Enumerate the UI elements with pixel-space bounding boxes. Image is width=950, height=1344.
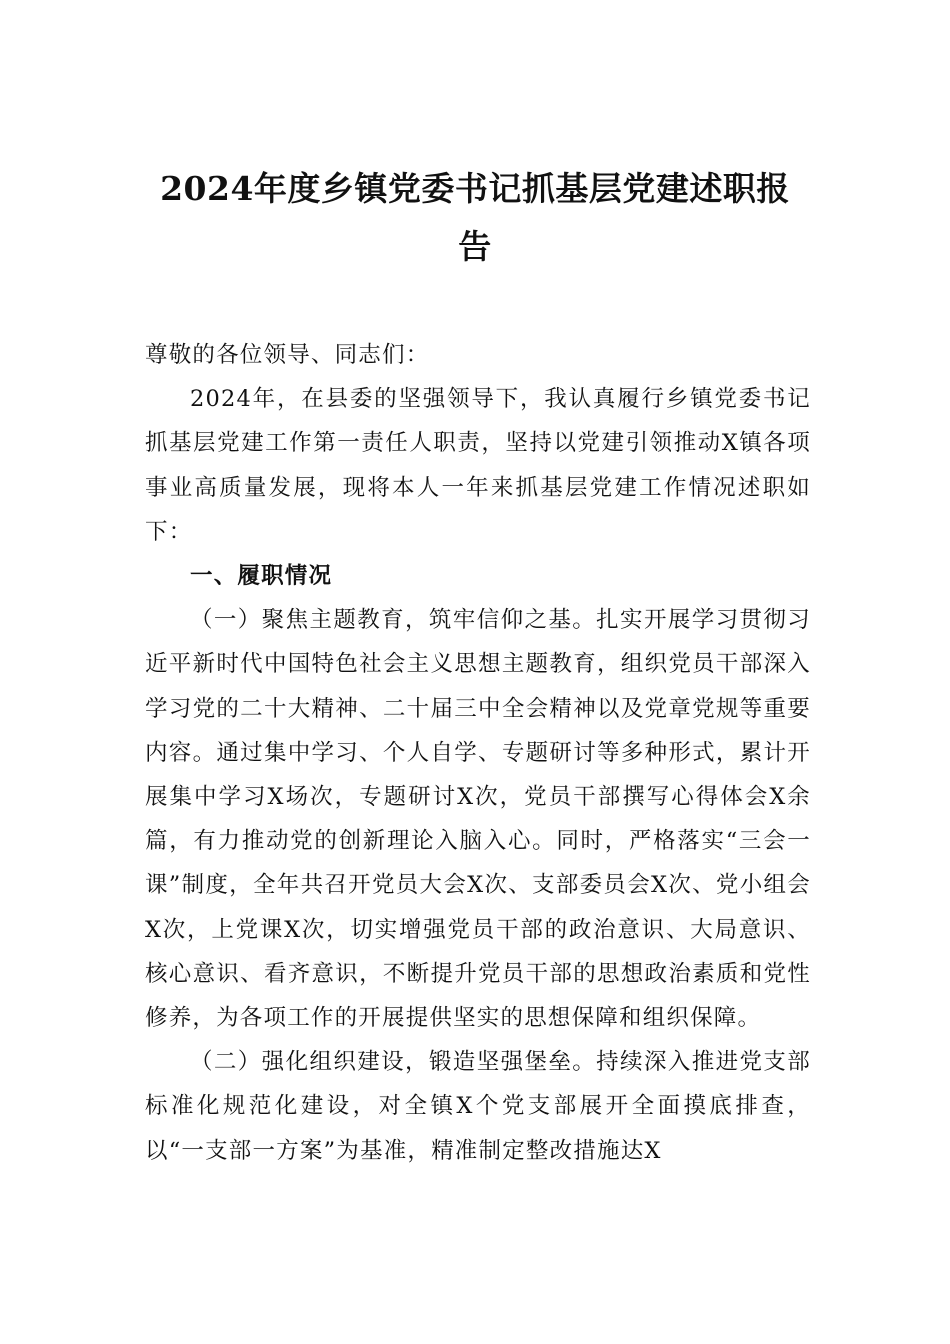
- title-line-2: 告: [458, 227, 492, 266]
- salutation: 尊敬的各位领导、同志们：: [145, 342, 430, 368]
- title-line-1: 2024年度乡镇党委书记抓基层党建述职报: [160, 169, 790, 208]
- subsection-1-heading: （一）聚焦主题教育，筑牢信仰之基。: [190, 607, 597, 634]
- document-body: [145, 333, 811, 1173]
- section-heading-1: 一、履职情况: [190, 563, 333, 590]
- subsection-2-paragraph: [145, 1040, 811, 1173]
- subsection-2-heading: （二）强化组织建设，锻造坚强堡垒。: [190, 1049, 597, 1076]
- subsection-1-paragraph: [145, 598, 811, 1040]
- subsection-1-body: 扎实开展学习贯彻习近平新时代中国特色社会主义思想主题教育，组织党员干部深入学习党的二十大精神、二十届三中全会精神以及党章党规等重要内容。通过集中学习、个人自学、专题研讨等多种形式，累计开展集中学习X场次，专题研讨X次，党员干部撰写心得体会X余篇，有力推动党的创新理论入脑入心。同时，严格落实“三会一课”制度，全年共召开党员大会X次、支部委员会X次、党小组会X次，上党课X次，切实增强党员干部的政治意识、大局意识、核心意识、看齐意识，不断提升党员干部的思想政治素质和党性修养，为各项工作的开展提供坚实的思想保障和组织保障。: [145, 607, 811, 1032]
- document-title: [110, 160, 840, 276]
- intro-paragraph: 2024年，在县委的坚强领导下，我认真履行乡镇党委书记抓基层党建工作第一责任人职责，坚持以党建引领推动X镇各项事业高质量发展，现将本人一年来抓基层党建工作情况述职如下：: [145, 386, 811, 545]
- subsection-2-body: 持续深入推进党支部标准化规范化建设，对全镇X个党支部展开全面摸底排查，以“一支部一方案”为基准，精准制定整改措施达X: [145, 1049, 811, 1164]
